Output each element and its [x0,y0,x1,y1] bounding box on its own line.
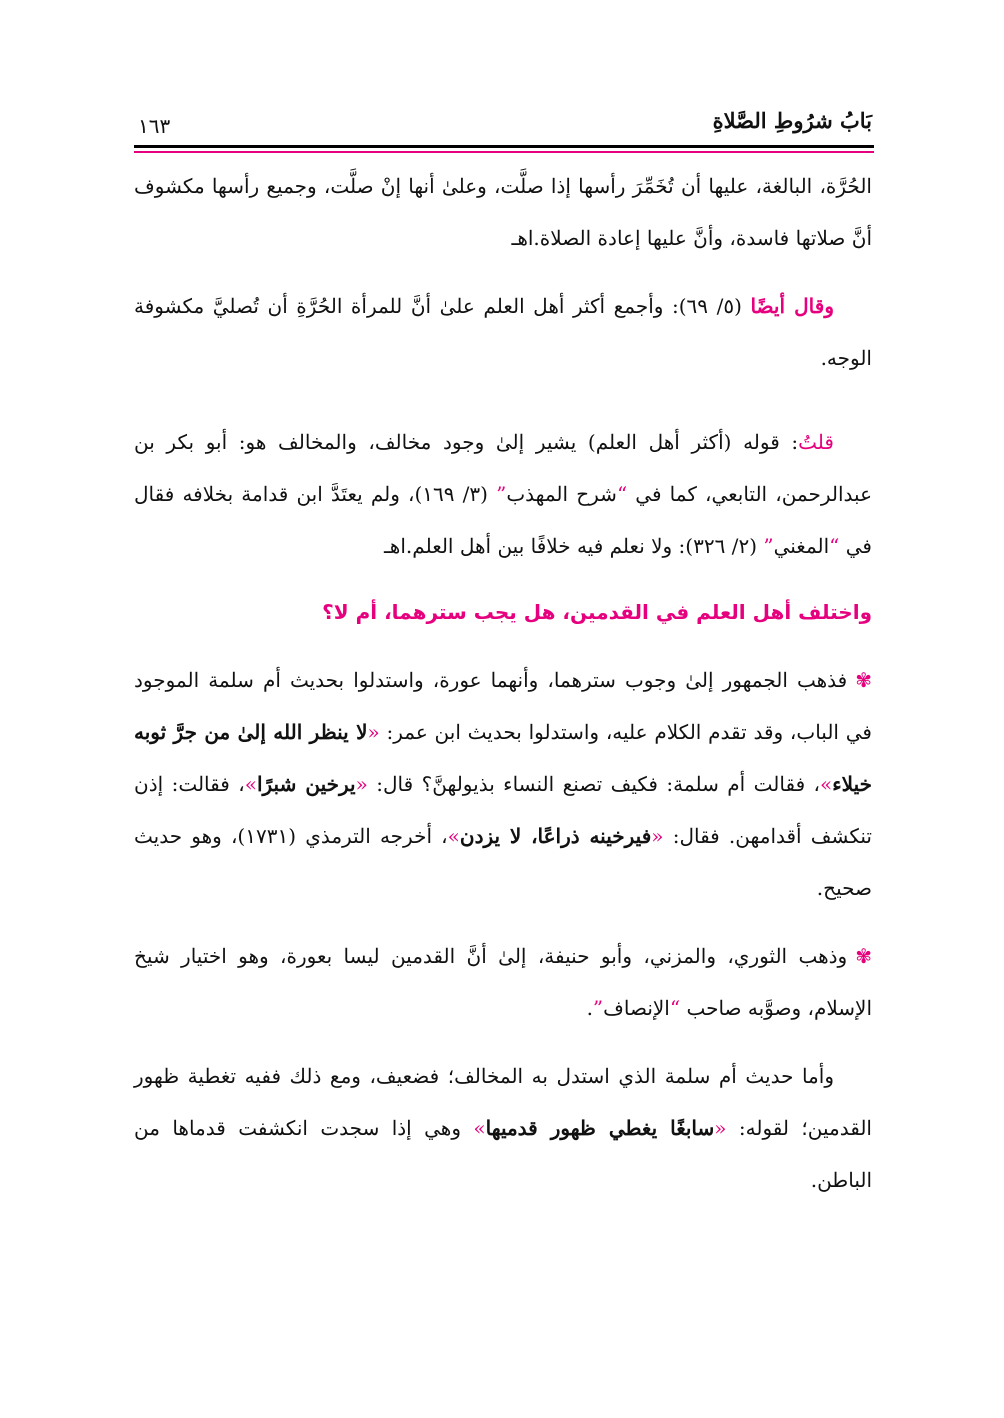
paragraph-1-text: الحُرَّة، البالغة، عليها أن تُخَمِّرَ رأسها إذا صلَّت، وعلىٰ أنها إنْ صلَّت، وجميع رأسها مكشوف أنَّ صلاتها فاسدة، وأنَّ عليها إعادة الصلاة.اهـ [134,174,872,250]
paragraph-6-text-2: وهي إذا سجدت انكشفت قدماها من الباطن. [134,1116,872,1192]
paragraph-4 [134,654,872,914]
hadith-text-2: يرخين شبرًا [256,772,356,796]
paragraph-2-text: (٥/ ٦٩): وأجمع أكثر أهل العلم علىٰ أنَّ للمرأة الحُرَّةِ أن تُصليَّ مكشوفة الوجه. [134,294,872,370]
hadith-text-3: فيرخينه ذراعًا، لا يزدن [459,824,652,848]
paragraph-4-text-2: ، فقالت أم سلمة: فكيف تصنع النساء بذيولهنَّ؟ قال: [367,772,821,796]
book-title-sharh-almuhadhdhab: شرح المهذب [506,482,617,506]
close-quote: » [244,772,257,796]
paragraph-6 [134,1050,872,1206]
close-quote: ” [496,482,507,506]
open-quote: “ [829,534,840,558]
section-heading: واختلف أهل العلم في القدمين، هل يجب سترهما، أم لا؟ [322,600,872,624]
open-quote: « [355,772,368,796]
paragraph-5-end: . [586,996,593,1020]
page-body [134,160,872,1206]
book-title-alinsaf: الإنصاف [603,996,670,1020]
open-quote: « [367,720,380,744]
hadith-text-1: لا ينظر الله إلىٰ من جرَّ ثوبه خيلاء [134,720,873,796]
open-quote: “ [669,996,681,1020]
close-quote: » [473,1116,486,1140]
chapter-title: بَابُ شرُوطِ الصَّلاةِ [712,108,872,133]
header-rule-black [134,145,874,148]
book-title-almughni: المغني [773,534,830,558]
paragraph-4-text-3: ، فقالت: إذن تنكشف أقدامهن. فقال: [134,772,872,848]
paragraph-2-lead: وقال أيضًا [750,294,834,318]
paragraph-1 [134,160,872,264]
close-quote: ” [592,996,604,1020]
paragraph-2 [134,280,872,384]
close-quote: ” [763,534,774,558]
paragraph-3-text-1: : قوله (أكثر أهل العلم) يشير إلىٰ وجود مخالف، والمخالف هو: أبو بكر بن عبدالرحمن، التابعي، كما في [134,430,872,506]
hadith-text-4: سابغًا يغطي ظهور قدميها [485,1116,715,1140]
paragraph-4-text-1: فذهب الجمهور إلىٰ وجوب سترهما، وأنهما عورة، واستدلوا بحديث أم سلمة الموجود في الباب، وقد تقدم الكلام عليه، واستدلوا بحديث ابن عمر: [134,668,872,744]
rosette-icon: ✾ [855,668,872,692]
paragraph-3-text-3: (٢/ ٣٢٦): ولا نعلم فيه خلافًا بين أهل العلم.اهـ [383,534,764,558]
open-quote: « [714,1116,727,1140]
rosette-icon: ✾ [855,944,872,968]
close-quote: » [820,772,833,796]
page-header [138,108,872,146]
open-quote: “ [616,482,628,506]
paragraph-5-text: وذهب الثوري، والمزني، وأبو حنيفة، إلىٰ أنَّ القدمين ليسا بعورة، وهو اختيار شيخ الإسلام، وصوَّبه صاحب [134,944,872,1020]
close-quote: » [447,824,460,848]
paragraph-6-text-1: وأما حديث أم سلمة الذي استدل به المخالف؛ فضعيف، ومع ذلك ففيه تغطية ظهور القدمين؛ لقوله: [134,1064,872,1140]
paragraph-4-text-4: ، أخرجه الترمذي (١٧٣١)، وهو حديث صحيح. [134,824,872,900]
header-rule-pink [134,151,874,153]
paragraph-3-text-2: (٣/ ١٦٩)، ولم يعتَدَّ ابن قدامة بخلافه فقال في [134,482,872,558]
page-number: ١٦٣ [138,114,171,138]
paragraph-5 [134,930,872,1034]
paragraph-3-lead: قلتُ [798,430,834,454]
open-quote: « [651,824,664,848]
paragraph-3 [134,416,872,572]
